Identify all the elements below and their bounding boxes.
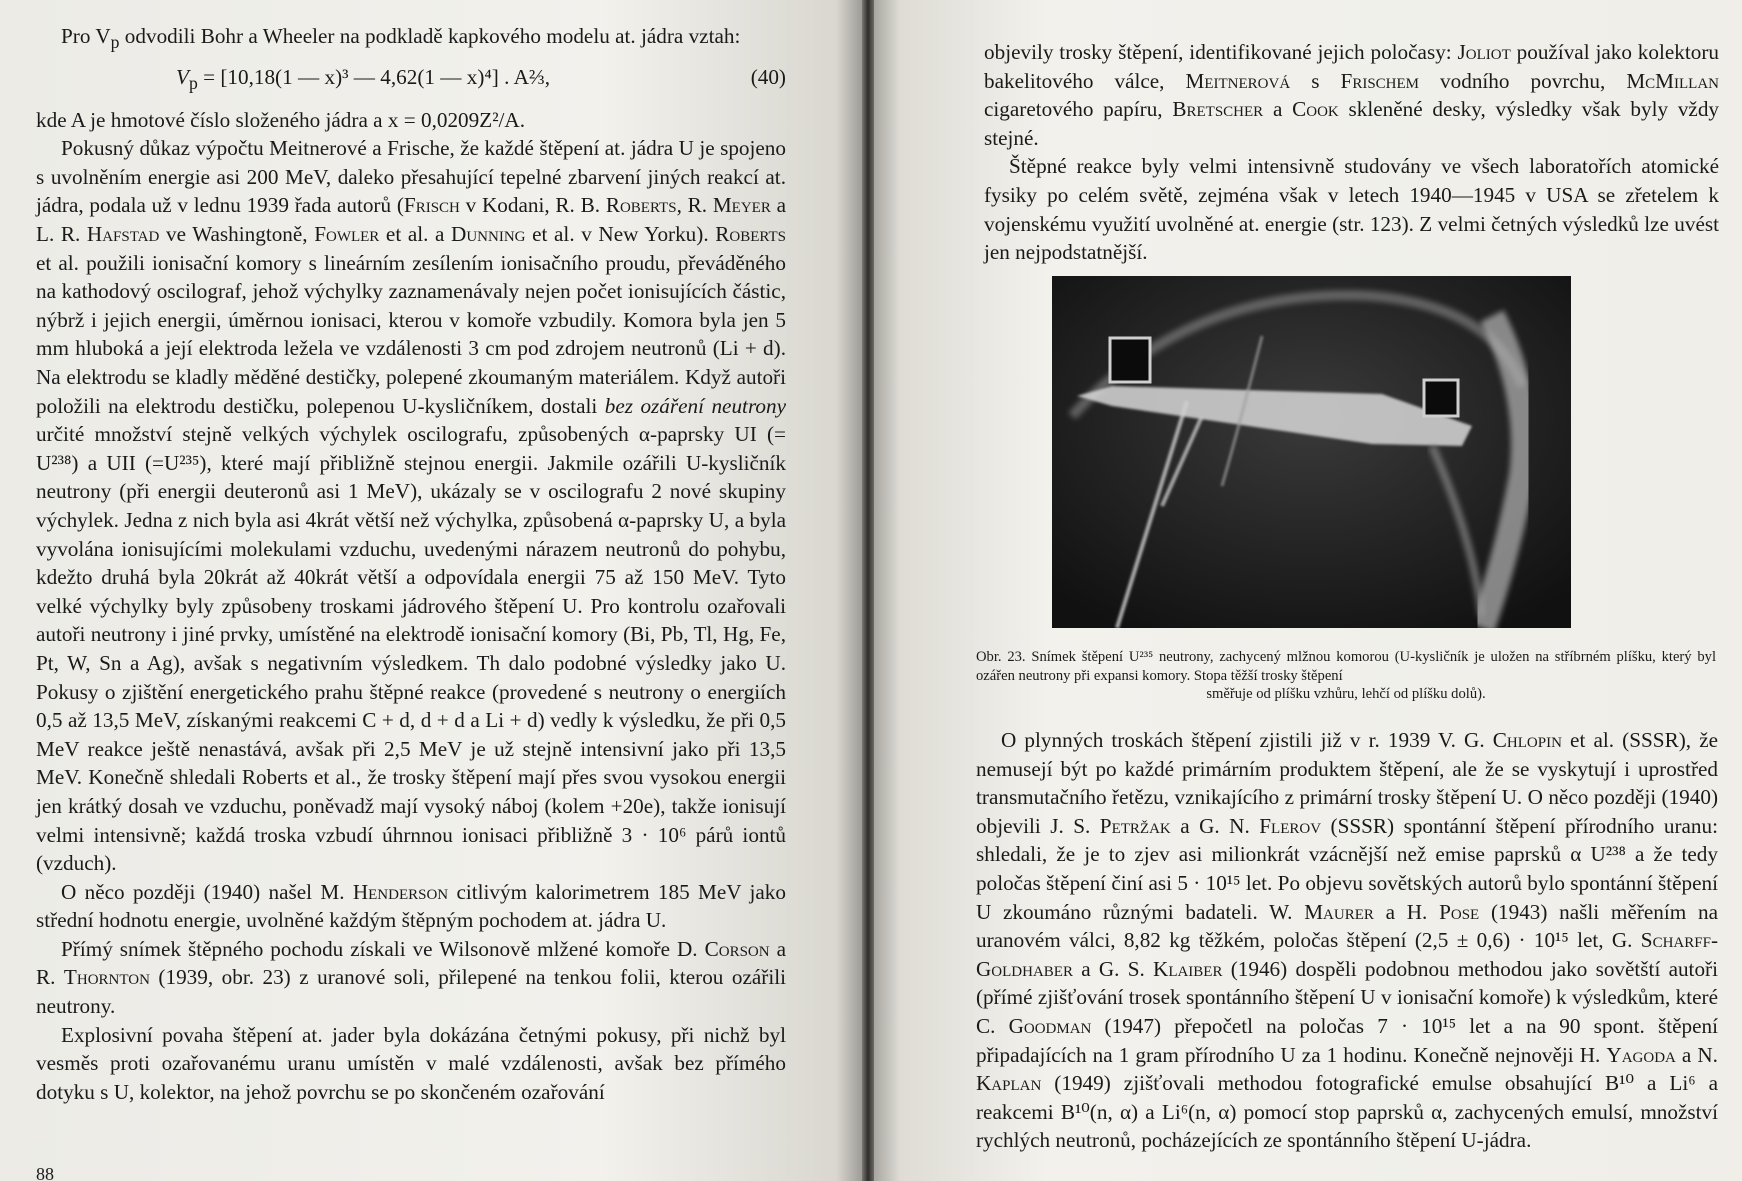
equation-number: (40) <box>750 64 786 89</box>
left-text-column <box>36 22 786 1106</box>
paragraph: objevily trosky štěpení, identifikované jejich poločasy: Joliot používal jako kolektoru bakelitového válce, Meitnerová s Frischem vodního povrchu, McMillan cigaretového papíru, Bretscher a Cook skleněné desky, výsledky však byly vždy stejné. <box>984 40 1720 150</box>
left-page <box>0 0 862 1181</box>
page-number: 88 <box>36 1164 54 1181</box>
paragraph: O něco později (1940) našel M. Henderson citlivým kalorimetrem 185 MeV jako střední hodnotu energie, uvolněné každým štěpným pochodem at. jádra U. <box>36 879 786 933</box>
fission-track-image <box>1052 276 1571 628</box>
paragraph: kde A je hmotové číslo složeného jádra a x = 0,0209Z²/A. <box>36 107 526 132</box>
paragraph: Explosivní povaha štěpení at. jader byla dokázána četnými pokusy, při nichž byl vesměs proti ozařovanému uranu umístěn v malé vzdálenosti, avšak bez přímého dotyku s U, kolektor, na jehož povrchu se po skončeném ozařování <box>36 1022 786 1104</box>
figure-caption <box>976 648 1716 704</box>
paragraph: O plynných troskách štěpení zjistili již v r. 1939 V. G. Chlopin et al. (SSSR), že nemusejí být po každé primárním produktem štěpení, ale že se vyskytují i uprostřed transmutačního řetězu, vznikajícího z primární trosky štěpení U. O něco později (1940) objevili J. S. Petržak a G. N. Flerov (SSSR) spontánní štěpení přírodního uranu: shledali, že je to zjev asi milionkrát vzácnější než emise paprsků α U²³⁸ a že tedy poločas štěpení činí asi 5 · 10¹⁵ let. Po objevu sovětských autorů bylo spontánní štěpení U zkoumáno různými badateli. W. Maurer a H. Pose (1943) našli měřením na uranovém válci, 8,82 kg těžkém, poločas štěpení (2,5 ± 0,6) · 10¹⁵ let, G. Scharff-Goldhaber a G. S. Klaiber (1946) dospěli podobnou methodou jako sovětští autoři (přímé zjišťování trosek spontánního štěpení U v ionisační komoře) k výsledkům, které C. Goodman (1947) přepočetl na poločas 7 · 10¹⁵ let a na 90 spont. štěpení připadajících na 1 gram přírodního U za 1 hodinu. Konečně nejnověji H. Yagoda a N. Kaplan (1949) zjišťovali methodou fotografické emulse obsahující B¹⁰ a Li⁶ a reakcemi B¹⁰(n, α) a Li⁶(n, α) pomocí stop paprsků α, zachycených emulsí, množství rychlých neutronů, pocházejících ze spontánního štěpení U-jádra. <box>976 728 1719 1153</box>
formula-expression: $V_p = [10,18(1$ — x)³ — 4,62(1 — x)⁴] . A⅔, <box>176 64 551 94</box>
formula-40 <box>36 63 786 98</box>
caption-text-last-line: směřuje od plíšku vzhůru, lehčí od plíšku dolů). <box>1206 686 1486 702</box>
caption-text: Obr. 23. Snímek štěpení U²³⁵ neutrony, zachycený mlžnou komorou (U-kysličník je uložen na stříbrném plíšku, který byl ozářen neutrony při expansi komory. Stopa těžší trosky štěpení <box>976 649 1716 684</box>
paragraph: Pokusný důkaz výpočtu Meitnerové a Frische, že každé štěpení at. jádra U je spojeno s uvolněním energie asi 200 MeV, daleko přesahující tepelné zbarvení jiných reakcí at. jádra, podala už v lednu 1939 řada autorů (Frisch v Kodani, R. B. Roberts, R. Meyer a L. R. Hafstad ve Washingtoně, Fowler et al. a Dunning et al. v New Yorku). Roberts et al. použili ionisační komory s lineárním zesílením ionisačního proudu, převáděného na kathodový oscilograf, jehož výchylky zaznamenávaly nejen počet ionisujících částic, nýbrž i jejich energii, úměrnou ionisaci, kterou v komoře vzbudily. Komora byla jen 5 mm hluboká a její elektroda ležela ve vzdálenosti 3 cm pod zdrojem neutronů (Li + d). Na elektrodu se kladly měděné destičky, polepené zkoumaným materiálem. Když autoři položili na elektrodu destičku, polepenou U-kysličníkem, dostali bez ozáření neutrony určité množství stejně velkých výchylek oscilografu, způsobených α-paprsky UI (= U²³⁸) a UII (=U²³⁵), které mají přibližně stejnou energii. Jakmile ozářili U-kysličník neutrony (při energii deuteronů asi 1 MeV), ukázaly se v oscilografu 2 nové skupiny výchylek. Jedna z nich byla asi 4krát větší než výchylka, způsobená α-paprsky U, a byla vyvolána ionisujícími molekulami vzduchu, uvedenými nárazem neutronů do pohybu, kdežto druhá byla 20krát až 40krát větší a odpovídala energii 75 až 150 MeV. Tyto velké výchylky byly způsobeny troskami jádrového štěpení U. Pro kontrolu ozařovali autoři neutrony i jiné prvky, umístěné na elektrodě ionisační komory (Bi, Pb, Tl, Hg, Fe, Pt, W, Sn a Ag), avšak s negativním výsledkem. Th dalo podobné výsledky jako U. Pokusy o zjištění energetického prahu štěpné reakce (provedené s neutrony o energiích 0,5 až 13,5 MeV, získanými reakcemi C + d, d + d a Li + d) vedly k výsledku, že při 0,5 MeV reakce ještě nenastává, avšak při 2,5 MeV je už stejně intensivní jako při 13,5 MeV. Konečně shledali Roberts et al., že trosky štěpení mají přes svou vysokou energii jen krátký dosah ve vzduchu, poněvadž mají vysoký náboj (kolem +20e), takže ionisují velmi intensivně; každá troska vzbudí úhrnnou ionisaci přibližně 3 · 10⁶ párů iontů (vzduch). <box>36 136 787 876</box>
paragraph: Pro $V_p$ odvodili Bohr a Wheeler na podkladě kapkového modelu at. jádra vztah: <box>61 24 741 53</box>
book-gutter <box>862 0 874 1181</box>
paragraph: Štěpné reakce byly velmi intensivně studovány ve všech laboratořích atomické fysiky po celém světě, zejména však v letech 1940—1945 v USA se zřetelem k vojenskému využití uvolněné at. energie (str. 123). Z velmi četných výsledků lze uvést jen nejpodstatnější. <box>984 154 1719 265</box>
right-text-column-bottom <box>976 726 1718 1155</box>
right-text-column-top <box>984 38 1719 267</box>
cloud-chamber-photo <box>1052 276 1571 628</box>
paragraph: Přímý snímek štěpného pochodu získali ve Wilsonově mlžené komoře D. Corson a R. Thornton (1939, obr. 23) z uranové soli, přilepené na tenkou folii, kterou ozářili neutrony. <box>36 936 786 1019</box>
right-page <box>874 0 1742 1181</box>
